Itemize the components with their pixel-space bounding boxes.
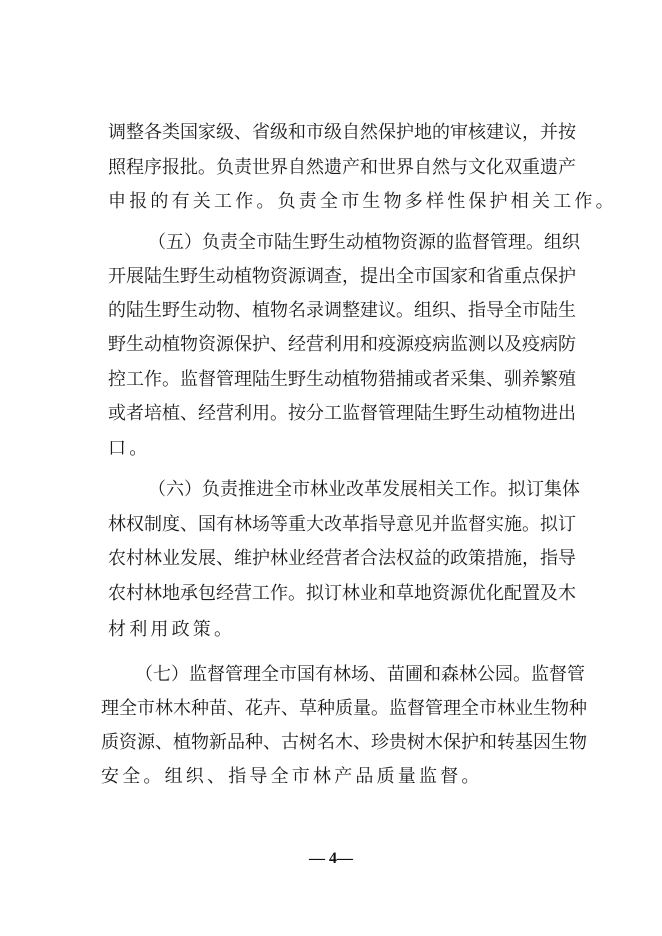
text-line: 林 权 制 度 、 国 有 林 场 等 重 大 改 革 指 导 意 见 并 监 督 实 施 。 拟 订: [108, 514, 576, 535]
text-line: 农 村 林 地 承 包 经 营 工 作 。 拟 订 林 业 和 草 地 资 源 优 化 配 置 及 木: [108, 583, 576, 604]
text-line: 材利用政策。: [108, 619, 236, 640]
text-line: 农 村 林 业 发 展 、 维 护 林 业 经 营 者 合 法 权 益 的 政 策 措 施 ， 指 导: [108, 548, 576, 569]
text-line: 或 者 培 植 、 经 营 利 用 。 按 分 工 监 督 管 理 陆 生 野 生 动 植 物 进 出: [108, 403, 576, 424]
text-line: 开 展 陆 生 野 生 动 植 物 资 源 调 查 ， 提 出 全 市 国 家 和 省 重 点 保 护: [108, 266, 576, 287]
text-line: 的 陆 生 野 生 动 物 、 植 物 名 录 调 整 建 议 。 组 织 、 指 导 全 市 陆 生: [108, 300, 576, 321]
text-line: （ 五 ） 负 责 全 市 陆 生 野 生 动 植 物 资 源 的 监 督 管 理 。 组 织: [148, 232, 580, 253]
text-line: 质 资 源 、 植 物 新 品 种 、 古 树 名 木 、 珍 贵 树 木 保 护 和 转 基 因 生 物: [101, 732, 587, 753]
text-line: 照 程 序 报 批 。 负 责 世 界 自 然 遗 产 和 世 界 自 然 与 文 化 双 重 遗 产: [108, 157, 576, 178]
text-line: 安全。组织、指导全市林产品质量监督。: [101, 766, 483, 787]
text-line: 控 工 作 。 监 督 管 理 陆 生 野 生 动 植 物 猎 捕 或 者 采 集 、 驯 养 繁 殖: [108, 369, 576, 390]
text-line: 申报的有关工作。负责全市生物多样性保护相关工作。: [108, 191, 617, 212]
text-line: 调 整 各 类 国 家 级 、 省 级 和 市 级 自 然 保 护 地 的 审 核 建 议 ， 并 按: [108, 122, 576, 143]
page-number: — 4—: [309, 850, 353, 867]
text-line: （ 六 ） 负 责 推 进 全 市 林 业 改 革 发 展 相 关 工 作 。 拟 订 集 体: [148, 479, 580, 500]
text-line: 口。: [108, 438, 151, 459]
text-line: 理 全 市 林 木 种 苗 、 花 卉 、 草 种 质 量 。 监 督 管 理 全 市 林 业 生 物 种: [101, 698, 587, 719]
text-line: 野 生 动 植 物 资 源 保 护 、 经 营 利 用 和 疫 源 疫 病 监 测 以 及 疫 病 防: [108, 334, 576, 355]
text-line: （ 七 ） 监 督 管 理 全 市 国 有 林 场 、 苗 圃 和 森 林 公 园 。 监 督 管: [135, 664, 585, 685]
